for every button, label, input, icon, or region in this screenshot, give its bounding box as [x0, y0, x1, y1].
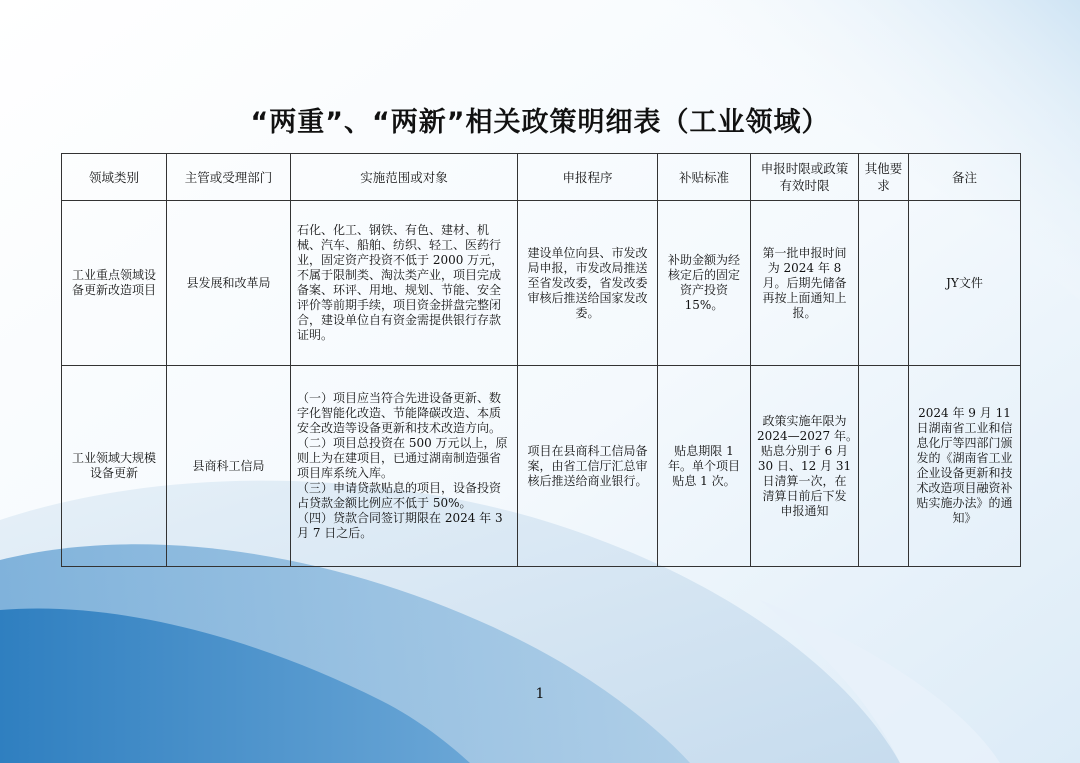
cell-scope: 石化、化工、钢铁、有色、建材、机械、汽车、船舶、纺织、轻工、医药行业，固定资产投资不低于 2000 万元，不属于限制类、淘汰类产业，项目完成备案、环评、用地、规划、节能、安全评价等前期手续，项目资金拼盘完整闭合，建设单位自有资金需提供银行存款证明。	[291, 201, 518, 366]
header-scope: 实施范围或对象	[291, 154, 518, 201]
header-other: 其他要求	[859, 154, 909, 201]
cell-subsidy: 贴息期限 1 年。单个项目贴息 1 次。	[658, 366, 751, 567]
cell-deadline: 第一批申报时间为 2024 年 8 月。后期先储备再按上面通知上报。	[751, 201, 859, 366]
cell-procedure: 建设单位向县、市发改局申报，市发改局推送至省发改委，省发改委审核后推送给国家发改委。	[518, 201, 658, 366]
header-procedure: 申报程序	[518, 154, 658, 201]
cell-procedure: 项目在县商科工信局备案，由省工信厅汇总审核后推送给商业银行。	[518, 366, 658, 567]
cell-scope	[291, 366, 518, 567]
cell-notes: 2024 年 9 月 11 日湖南省工业和信息化厅等四部门颁发的《湖南省工业企业设备更新和技术改造项目融资补贴实施办法》的通知》	[909, 366, 1021, 567]
cell-department: 县发展和改革局	[167, 201, 291, 366]
scope-item: （二）项目总投资在 500 万元以上，原则上为在建项目，已通过湖南制造强省项目库系统入库。	[297, 436, 508, 480]
page-title: “两重”、“两新”相关政策明细表（工业领域）	[250, 107, 830, 138]
scope-item: （一）项目应当符合先进设备更新、数字化智能化改造、节能降碳改造、本质安全改造等设备更新和技术改造方向。	[297, 391, 502, 435]
table-row	[62, 201, 1021, 366]
header-deadline: 申报时限或政策有效时限	[751, 154, 859, 201]
cell-department: 县商科工信局	[167, 366, 291, 567]
scope-item: （三）申请贷款贴息的项目，设备投资占贷款金额比例应不低于 50%。	[297, 481, 502, 510]
cell-other	[859, 201, 909, 366]
cell-deadline: 政策实施年限为 2024—2027 年。 贴息分别于 6 月 30 日、12 月 31 日清算一次，在清算日前后下发申报通知	[751, 366, 859, 567]
table-header-row	[62, 154, 1021, 201]
cell-category: 工业领域大规模设备更新	[62, 366, 167, 567]
cell-subsidy: 补助金额为经核定后的固定资产投资 15%。	[658, 201, 751, 366]
cell-notes: JY文件	[909, 201, 1021, 366]
cell-category: 工业重点领域设备更新改造项目	[62, 201, 167, 366]
scope-item: （四）贷款合同签订期限在 2024 年 3 月 7 日之后。	[297, 511, 503, 540]
header-notes: 备注	[909, 154, 1021, 201]
header-category: 领域类别	[62, 154, 167, 201]
table-row	[62, 366, 1021, 567]
header-department: 主管或受理部门	[167, 154, 291, 201]
header-subsidy: 补贴标准	[658, 154, 751, 201]
policy-table	[61, 153, 1021, 567]
page-number: 1	[535, 686, 545, 702]
cell-other	[859, 366, 909, 567]
